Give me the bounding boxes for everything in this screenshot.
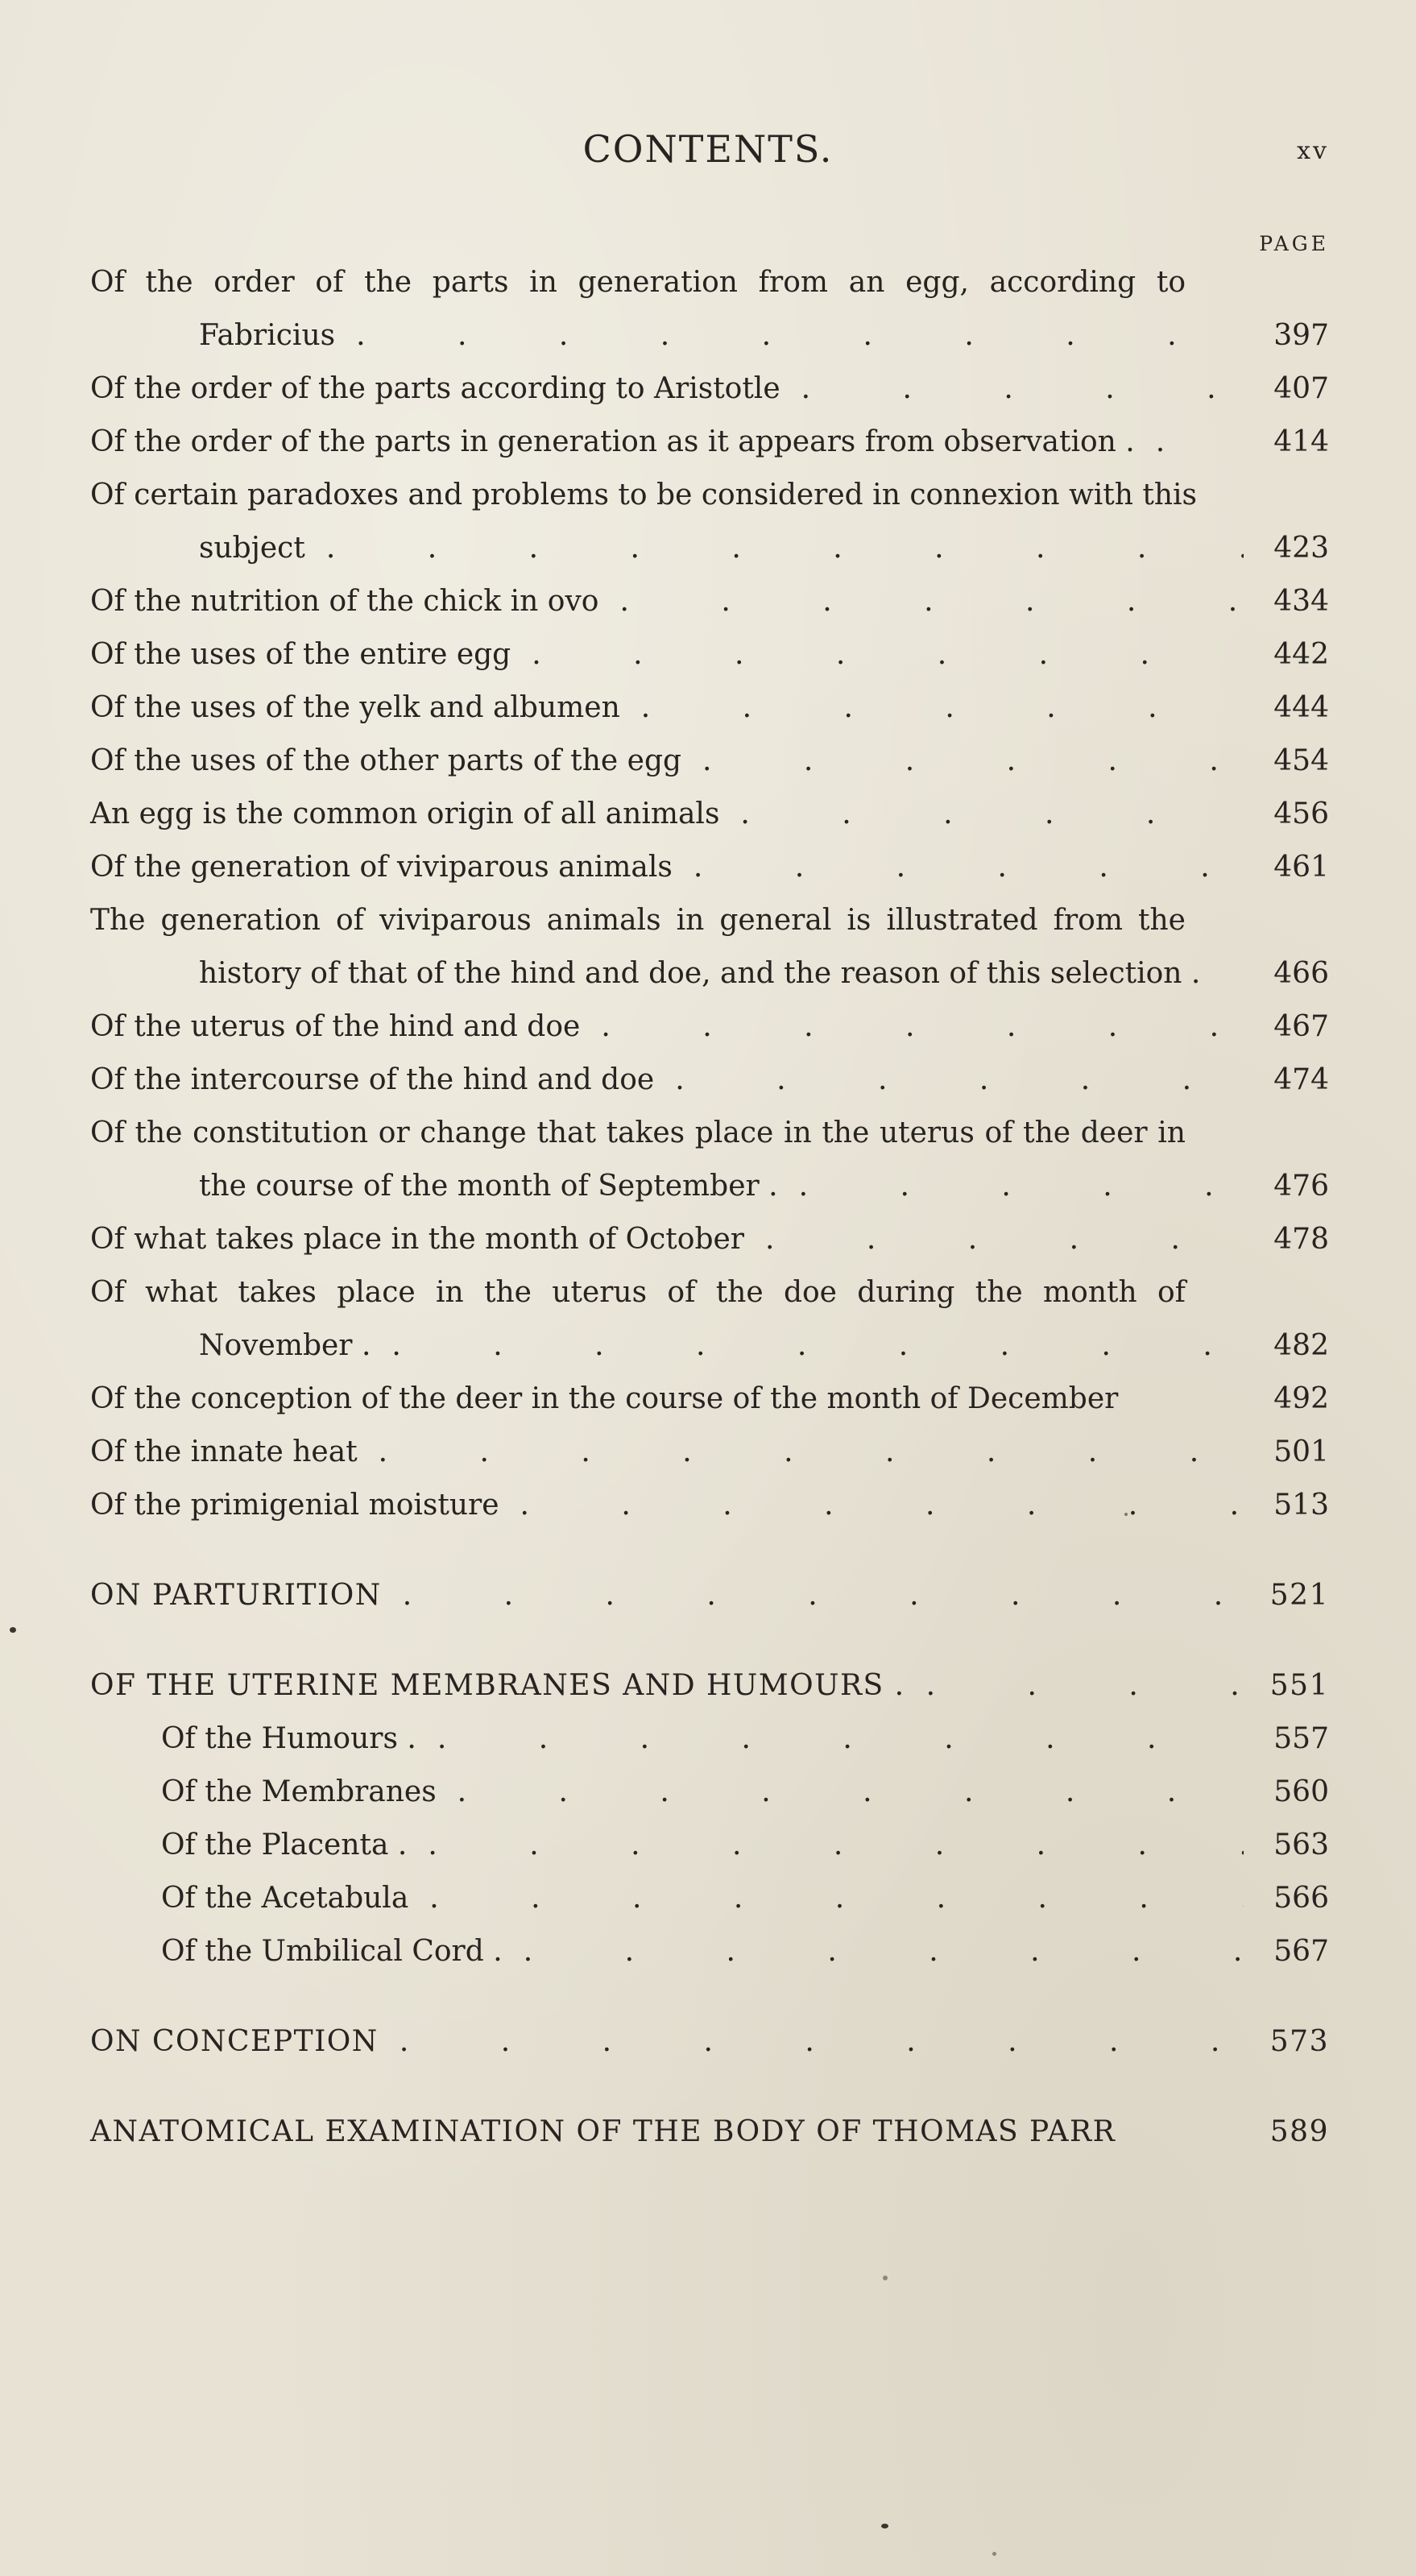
toc-entry-text: The generation of viviparous animals in general is illustrated from the [90, 904, 1186, 937]
dot-leader [1156, 416, 1244, 469]
dot-leader [400, 2015, 1244, 2069]
page-number: xv [1297, 137, 1329, 165]
toc-entry-text: Of the uses of the other parts of the egg [90, 744, 682, 777]
toc-entry [90, 894, 1329, 1000]
toc-entry-text: Of the primigenial moisture [90, 1489, 499, 1522]
section-title: OF THE UTERINE MEMBRANES AND HUMOURS . [90, 1669, 905, 1702]
toc-entry-text: Of the order of the parts in generation as it appears from observation . [90, 425, 1135, 458]
toc-entry-text: November . [199, 1329, 371, 1362]
toc-page-number: 474 [1273, 1063, 1329, 1096]
toc-page-number: 482 [1273, 1329, 1329, 1362]
page-title: CONTENTS. [582, 127, 834, 171]
toc-subentry [90, 1925, 1329, 1978]
dot-leader [326, 522, 1244, 575]
toc-entry-text: An egg is the common origin of all animals [90, 797, 720, 830]
toc-entry [90, 1373, 1329, 1426]
toc-page-number: 501 [1273, 1435, 1329, 1468]
toc-entry [90, 1054, 1329, 1107]
toc-page-number: 478 [1273, 1223, 1329, 1256]
toc-section-thomas-parr [90, 2106, 1329, 2159]
toc-entry-text: Fabricius [199, 319, 336, 352]
toc-entry-text: Of what takes place in the month of October [90, 1223, 745, 1256]
dot-leader [801, 362, 1244, 416]
toc-entry-text: Of the uses of the yelk and albumen [90, 691, 620, 724]
toc-entry-text: Of the nutrition of the chick in ovo [90, 585, 599, 618]
dot-leader [532, 628, 1244, 681]
page-column-label: PAGE [1259, 232, 1329, 255]
dot-leader [702, 735, 1244, 788]
toc-entry [90, 362, 1329, 416]
toc-section-conception [90, 2015, 1329, 2069]
toc-entry [90, 1426, 1329, 1479]
toc-page-number: 397 [1273, 319, 1329, 352]
toc-entry [90, 256, 1329, 362]
paper-speck [1124, 1513, 1128, 1516]
section-title: ON PARTURITION [90, 1579, 382, 1612]
toc-entry-text: subject [199, 532, 305, 565]
section-title: ON CONCEPTION [90, 2025, 379, 2058]
toc-page-number: 466 [1273, 957, 1329, 990]
dot-leader [437, 1713, 1244, 1766]
section-title: ANATOMICAL EXAMINATION OF THE BODY OF THOMAS PARR [90, 2115, 1116, 2148]
toc-page-number: 492 [1273, 1382, 1329, 1415]
toc-entry-text: Of the intercourse of the hind and doe [90, 1063, 655, 1096]
toc-entry-text: Of the innate heat [90, 1435, 358, 1468]
toc-page-number: 442 [1273, 638, 1329, 671]
dot-leader [524, 1925, 1244, 1978]
toc-page-number: 461 [1273, 851, 1329, 884]
dot-leader [403, 1569, 1244, 1622]
dot-leader [429, 1872, 1244, 1925]
toc-entry [90, 628, 1329, 681]
toc-entry-text: the course of the month of September . [199, 1170, 778, 1203]
dot-leader [520, 1479, 1244, 1532]
dot-leader [428, 1819, 1244, 1872]
toc-entry-text: Of what takes place in the uterus of the doe during the month of [90, 1276, 1186, 1309]
toc-entry-text: Of the Membranes [161, 1775, 437, 1808]
toc-entry-text: history of that of the hind and doe, and the reason of this selection . [199, 957, 1201, 990]
dot-leader [379, 1426, 1244, 1479]
toc-entry [90, 1000, 1329, 1054]
paper-speck [992, 2552, 996, 2556]
toc-entry-text: Of the Placenta . [161, 1828, 408, 1862]
toc-page-number: 456 [1273, 797, 1329, 830]
toc-entry-text: Of certain paradoxes and problems to be considered in connexion with this [90, 478, 1198, 511]
toc-page-number: 423 [1273, 532, 1329, 565]
toc-entry [90, 1266, 1329, 1373]
dot-leader [619, 575, 1244, 628]
dot-leader [458, 1766, 1244, 1819]
dot-leader [601, 1000, 1244, 1054]
toc-entry [90, 681, 1329, 735]
toc-entry-text: Of the Acetabula [161, 1882, 409, 1915]
dot-leader [740, 788, 1244, 841]
toc-page-number: 476 [1273, 1170, 1329, 1203]
toc-page-number: 573 [1269, 2025, 1329, 2058]
dot-leader [356, 309, 1244, 362]
toc-page-number: 454 [1273, 744, 1329, 777]
paper-speck [881, 2524, 888, 2528]
toc-entry [90, 1479, 1329, 1532]
toc-subentry [90, 1872, 1329, 1925]
dot-leader [391, 1319, 1244, 1373]
paper-speck [883, 2276, 888, 2280]
toc-entry-text: Of the Umbilical Cord . [161, 1935, 503, 1968]
toc-page-number: 560 [1273, 1775, 1329, 1808]
dot-leader [765, 1213, 1244, 1266]
dot-leader [926, 1659, 1244, 1713]
table-of-contents [90, 256, 1329, 2159]
paper-speck [10, 1627, 16, 1633]
toc-entry-text: Of the order of the parts in generation from an egg, according to [90, 266, 1186, 299]
toc-entry-text: Of the Humours . [161, 1722, 416, 1755]
toc-page-number: 407 [1273, 372, 1329, 405]
toc-entry-text: Of the generation of viviparous animals [90, 851, 673, 884]
toc-section-parturition [90, 1569, 1329, 1622]
toc-entry [90, 1107, 1329, 1213]
toc-entry [90, 735, 1329, 788]
toc-page-number: 566 [1273, 1882, 1329, 1915]
toc-page-number: 444 [1273, 691, 1329, 724]
toc-entry-text: Of the conception of the deer in the course of the month of December [90, 1382, 1119, 1415]
toc-page-number: 434 [1273, 585, 1329, 618]
toc-subentry [90, 1766, 1329, 1819]
toc-entry-text: Of the order of the parts according to Aristotle [90, 372, 780, 405]
dot-leader [641, 681, 1244, 735]
toc-page-number: 467 [1273, 1010, 1329, 1043]
toc-entry-text: Of the constitution or change that takes place in the uterus of the deer in [90, 1116, 1186, 1149]
toc-page-number: 513 [1273, 1489, 1329, 1522]
toc-entry [90, 1213, 1329, 1266]
toc-subentry [90, 1713, 1329, 1766]
running-head [0, 127, 1416, 176]
toc-page-number: 414 [1273, 425, 1329, 458]
toc-page-number: 563 [1273, 1828, 1329, 1862]
toc-entry [90, 841, 1329, 894]
toc-subentry [90, 1819, 1329, 1872]
dot-leader [675, 1054, 1244, 1107]
toc-page-number: 521 [1269, 1579, 1329, 1612]
toc-page-number: 551 [1269, 1669, 1329, 1702]
toc-entry-text: Of the uses of the entire egg [90, 638, 511, 671]
toc-entry [90, 575, 1329, 628]
toc-entry [90, 469, 1329, 575]
toc-section-uterine [90, 1659, 1329, 1713]
toc-entry [90, 416, 1329, 469]
toc-page-number: 557 [1273, 1722, 1329, 1755]
dot-leader [694, 841, 1244, 894]
toc-entry-text: Of the uterus of the hind and doe [90, 1010, 581, 1043]
toc-entry [90, 788, 1329, 841]
toc-page-number: 567 [1273, 1935, 1329, 1968]
dot-leader [799, 1160, 1244, 1213]
toc-page-number: 589 [1269, 2115, 1329, 2148]
